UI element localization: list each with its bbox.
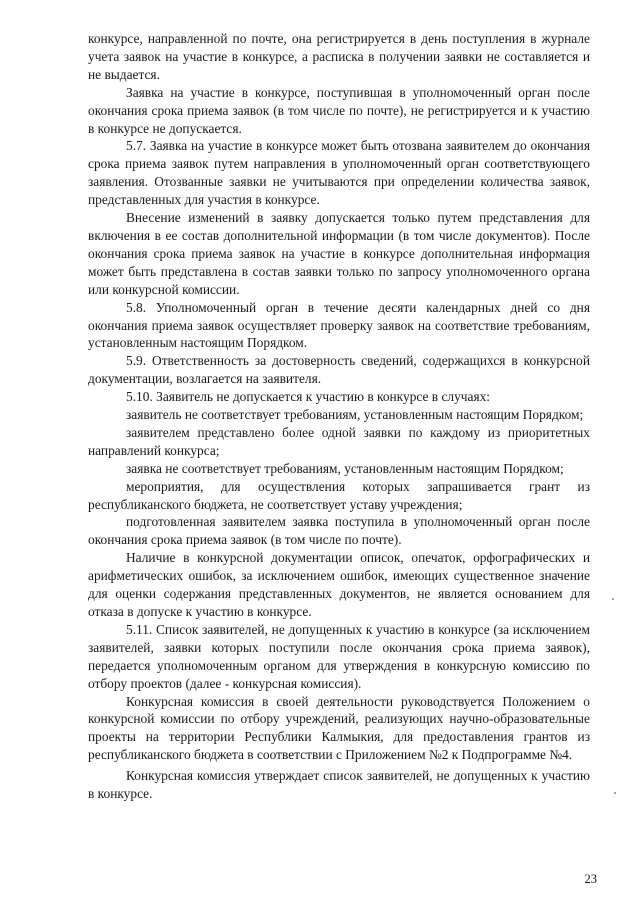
paragraph: Наличие в конкурсной документации описок, опечаток, орфографических и арифметических ошибок, за исключением ошибок, имеющих существенное значение для оценки содержания представленных документов, не является основанием для отказа в допуске к участию в конкурсе. bbox=[88, 550, 590, 619]
list-item: заявитель не соответствует требованиям, установленным настоящим Порядком; bbox=[126, 407, 584, 423]
paragraph-5-7: 5.7. Заявка на участие в конкурсе может быть отозвана заявителем до окончания срока приема заявок путем направления в уполномоченный орган соответствующего заявления. Отозванные заявки не учитываются при определении количества заявок, представленных для участия в конкурсе. bbox=[88, 138, 590, 208]
list-item: мероприятия, для осуществления которых запрашивается грант из республиканского бюджета, не соответствует уставу учреждения; bbox=[88, 478, 590, 512]
document-body bbox=[88, 30, 590, 803]
scan-speck bbox=[612, 598, 614, 600]
paragraph-5-11: 5.11. Список заявителей, не допущенных к участию в конкурсе (за исключением заявителей, заявки которых поступили после окончания срока приема заявок), передается уполномоченным органом для утверждения в конкурсную комиссию по отбору проектов (далее - конкурсная комиссия). bbox=[88, 621, 590, 691]
paragraph-5-9: 5.9. Ответственность за достоверность сведений, содержащихся в конкурсной документации, возлагается на заявителя. bbox=[88, 353, 590, 387]
paragraph: Заявка на участие в конкурсе, поступившая в уполномоченный орган после окончания срока приема заявок (в том числе по почте), не регистрируется и к участию в конкурсе не допускается. bbox=[88, 84, 590, 136]
page-number: 23 bbox=[584, 872, 597, 886]
paragraph-5-10: 5.10. Заявитель не допускается к участию в конкурсе в случаях: bbox=[126, 389, 491, 405]
paragraph-continuation: конкурсе, направленной по почте, она регистрируется в день поступления в журнале учета заявок на участие в конкурсе, а расписка в получении заявки не составляется и не выдается. bbox=[88, 31, 590, 82]
list-item: подготовленная заявителем заявка поступила в уполномоченный орган после окончания срока приема заявок (в том числе по почте). bbox=[88, 514, 590, 548]
paragraph: Внесение изменений в заявку допускается только путем представления для включения в ее состав дополнительной информации (в том числе документов). После окончания срока приема заявок на участие в конкурсе дополнительная информация может быть представлена в состав заявки только по запросу уполномоченного органа или конкурсной комиссии. bbox=[88, 210, 590, 297]
list-item: заявителем представлено более одной заявки по каждому из приоритетных направлений конкурса; bbox=[88, 424, 590, 458]
list-item: заявка не соответствует требованиям, установленным настоящим Порядком; bbox=[126, 460, 564, 476]
paragraph: Конкурсная комиссия утверждает список заявителей, не допущенных к участию в конкурсе. bbox=[88, 768, 590, 802]
scan-speck bbox=[614, 792, 616, 794]
paragraph: Конкурсная комиссия в своей деятельности руководствуется Положением о конкурсной комиссии по отбору учреждений, реализующих научно-образовательные проекты на территории Республики Калмыкия, для предоставления грантов из республиканского бюджета в соответствии с Приложением №2 к Подпрограмме №4. bbox=[88, 693, 590, 763]
paragraph-5-8: 5.8. Уполномоченный орган в течение десяти календарных дней со дня окончания приема заявок осуществляет проверку заявок на соответствие требованиям, установленным настоящим Порядком. bbox=[88, 299, 590, 351]
